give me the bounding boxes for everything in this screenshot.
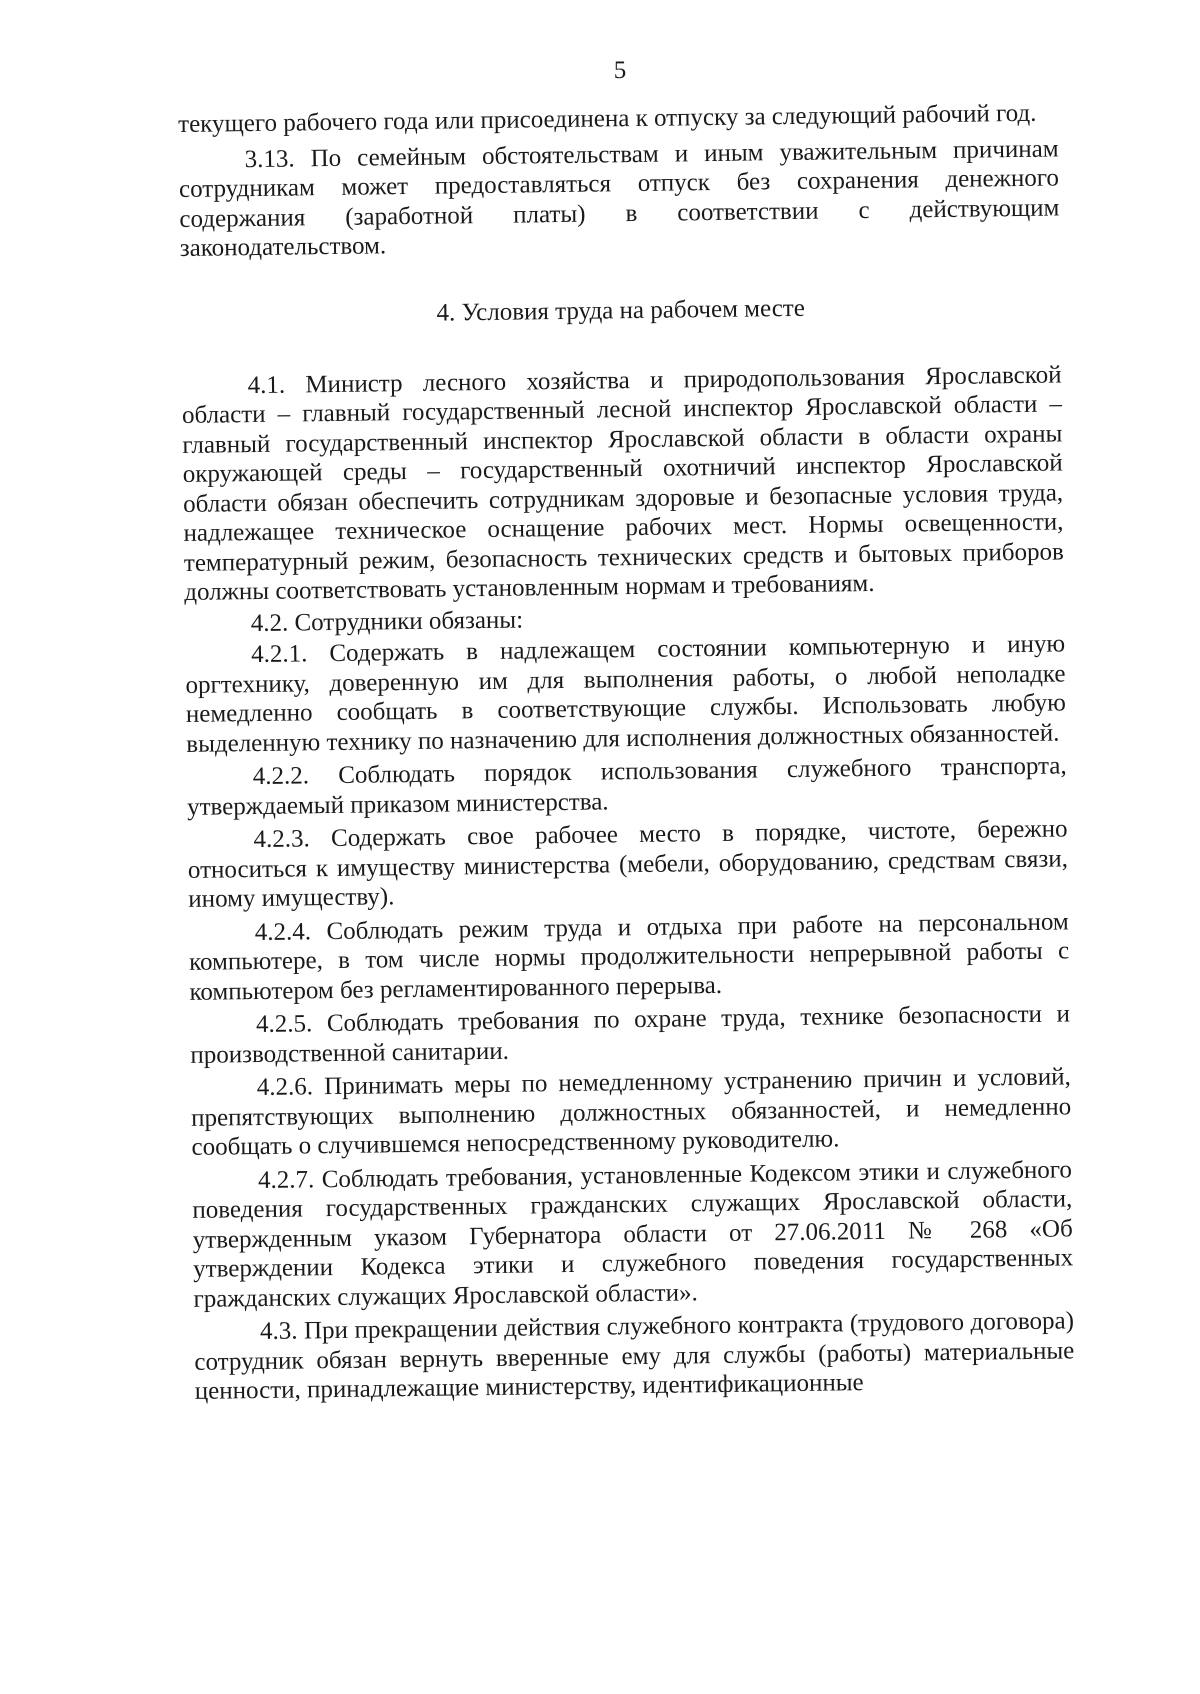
section-4-heading: 4. Условия труда на рабочем месте [436, 294, 806, 327]
paragraph-4-1: 4.1. Министр лесного хозяйства и природопользования Ярославской области – главный государственный лесной инспектор Ярославской области – главный государственный инспектор Ярославской области в области охраны окружающей среды – государственный охотничий инспектор Ярославской области обязан обеспечить сотрудникам здоровые и безопасные условия труда, надлежащее техническое оснащение рабочих мест. Нормы освещенности, температурный режим, безопасность технических средств и бытовых приборов должны соответствовать установленным нормам и требованиям. [181, 360, 1065, 606]
paragraph-4-2-6: 4.2.6. Принимать меры по немедленному устранению причин и условий, препятствующих выполнению должностных обязанностей, и немедленно сообщать о случившемся непосредственному руководителю. [191, 1063, 1072, 1161]
paragraph-4-3: 4.3. При прекращении действия служебного контракта (трудового договора) сотрудник обязан вернуть вверенные ему для службы (работы) материальные ценности, принадлежащие министерству, идентификационные [194, 1307, 1075, 1405]
paragraph-4-2-7: 4.2.7. Соблюдать требования, установленные Кодексом этики и служебного поведения государственных гражданских служащих Ярославской области, утвержденным указом Губернатора области от 27.06.2011 № 268 «Об утверждении Кодекса этики и служебного поведения государственных гражданских служащих Ярославской области». [192, 1155, 1074, 1313]
paragraph-3-13: 3.13. По семейным обстоятельствам и иным уважительным причинам сотрудникам может предоставляться отпуск без сохранения денежного содержания (заработной платы) в соответствии с действующим законодательством. [178, 134, 1060, 262]
paragraph-4-2: 4.2. Сотрудники обязаны: [250, 606, 524, 637]
paragraph-4-2-3: 4.2.3. Содержать свое рабочее место в порядке, чистоте, бережно относиться к имуществу министерства (мебели, оборудованию, средствам связи, иному имуществу). [187, 815, 1069, 913]
paragraph-4-2-5: 4.2.5. Соблюдать требования по охране труда, технике безопасности и производственной санитарии. [190, 1000, 1071, 1069]
document-body [178, 98, 1075, 1406]
paragraph-4-2-1: 4.2.1. Содержать в надлежащем состоянии компьютерную и иную оргтехнику, доверенную им для выполнения работы, о любой неполадке немедленно сообщать в соответствующие службы. Использовать любую выделенную технику по назначению для исполнения должностных обязанностей. [185, 630, 1067, 758]
paragraph-continuation: текущего рабочего года или присоединена к отпуску за следующий рабочий год. [178, 99, 1037, 138]
paragraph-4-2-2: 4.2.2. Соблюдать порядок использования служебного транспорта, утверждаемый приказом министерства. [186, 752, 1067, 821]
page-number: 5 [613, 57, 627, 84]
paragraph-4-2-4: 4.2.4. Соблюдать режим труда и отдыха при работе на персональном компьютере, в том числе нормы продолжительности непрерывной работы с компьютером без регламентированного перерыва. [188, 907, 1070, 1006]
